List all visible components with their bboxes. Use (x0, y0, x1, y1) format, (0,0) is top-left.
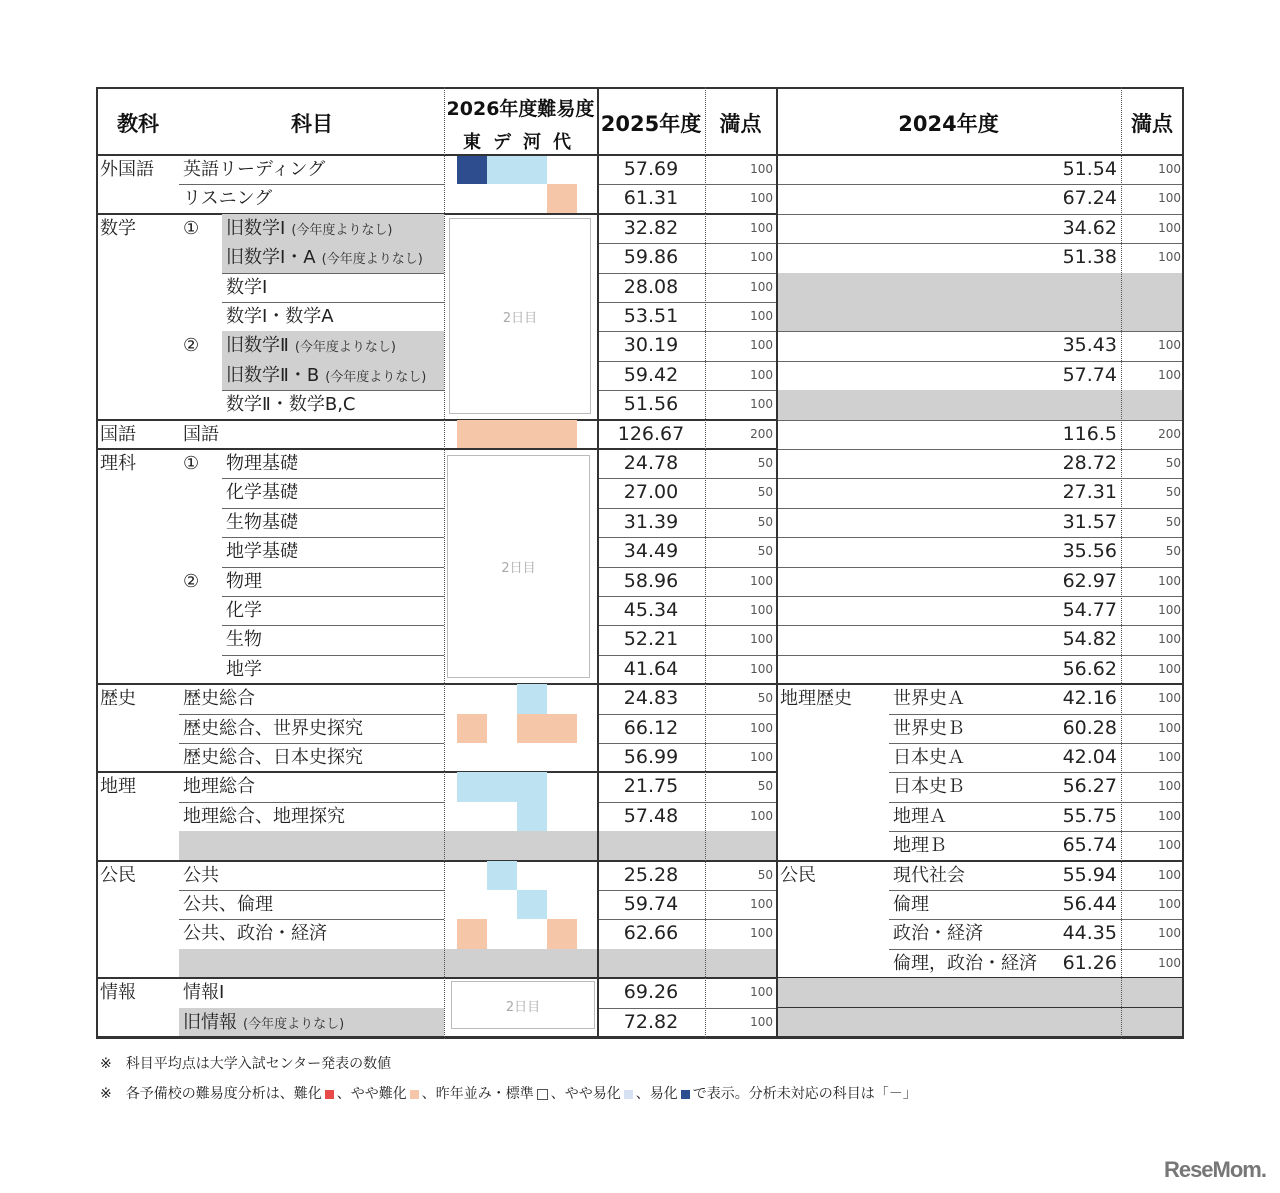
full-score-2025: 100 (750, 162, 773, 176)
score-2025: 30.19 (623, 334, 679, 357)
table-bottom-border (96, 1037, 1183, 1039)
full-score-2024: 100 (1158, 603, 1181, 617)
full-score-2024: 100 (1158, 191, 1181, 206)
score-2024: 35.56 (1062, 540, 1117, 563)
score-2025: 57.69 (623, 158, 679, 180)
subject-name-2024: 世界史Ａ (893, 688, 965, 710)
score-2025: 31.39 (623, 510, 679, 533)
difficulty-cell-デ (487, 772, 517, 801)
full-score-2025: 50 (757, 485, 773, 500)
legend-swatch (325, 1090, 334, 1099)
column-divider (1182, 87, 1184, 1039)
score-2024: 60.28 (1062, 716, 1117, 739)
score-2025: 58.96 (623, 569, 679, 592)
day2-box: 2日目 (449, 218, 591, 414)
subject-name (183, 684, 255, 713)
full-score-2024: 100 (1158, 808, 1181, 823)
header-school-ka: 河 (523, 132, 541, 153)
difficulty-cell-河 (517, 155, 547, 184)
full-score-2025: 100 (750, 1014, 773, 1029)
full-score-2024: 50 (1165, 544, 1181, 559)
full-score-2024: 100 (1158, 897, 1181, 911)
score-2024: 56.44 (1062, 893, 1117, 915)
score-2024: 42.04 (1062, 746, 1117, 768)
subject-name (226, 478, 298, 507)
subject-name-text: 化学基礎 (226, 482, 298, 504)
legend-swatch (410, 1090, 419, 1099)
subject-name-2024: 地理Ｂ (893, 835, 947, 857)
score-2024: 61.26 (1062, 951, 1117, 974)
score-2024: 42.16 (1062, 687, 1117, 710)
score-2025: 59.74 (623, 893, 679, 915)
subject-group: 理科 (100, 453, 136, 474)
difficulty-cell-河 (517, 714, 547, 743)
full-score-2025: 100 (750, 367, 773, 382)
score-2024: 56.62 (1062, 657, 1117, 680)
subject-name (183, 861, 219, 890)
difficulty-cell-河 (517, 802, 547, 831)
full-score-2024: 100 (1158, 955, 1181, 970)
header-kyouka: 教科 (117, 112, 159, 136)
subject-name-2024: 政治・経済 (893, 923, 983, 945)
difficulty-cell-東 (457, 772, 487, 801)
header-kamoku: 科目 (291, 112, 333, 136)
difficulty-cell-デ (487, 155, 517, 184)
subject-name-text: 生物基礎 (226, 511, 298, 533)
subject-name-text: 旧数学Ⅱ (226, 335, 289, 357)
full-score-2024: 100 (1158, 367, 1181, 382)
subject-name-text: 物理基礎 (226, 453, 298, 474)
subject-name-text: 地理総合 (183, 776, 255, 798)
full-score-2025: 100 (750, 309, 773, 323)
header-2025: 2025年度 (600, 112, 702, 136)
score-2025: 51.56 (623, 393, 679, 416)
subject-name-2024: 地理Ａ (893, 805, 947, 827)
legend-swatch (537, 1089, 548, 1100)
subject-name-text: 生物 (226, 629, 262, 651)
score-2025: 52.21 (623, 628, 679, 651)
full-score-2024: 50 (1165, 456, 1181, 470)
legend-text: 、易化 (635, 1086, 678, 1102)
score-2025: 24.83 (623, 687, 679, 710)
option-mark: ① (183, 217, 200, 239)
subject-name-text: 旧数学Ⅰ・A (226, 247, 316, 269)
subject-note: (今年度よりなし) (325, 369, 427, 385)
subject-name (183, 890, 273, 919)
difficulty-cell-東 (457, 420, 487, 449)
subject-name-text: 数学Ⅱ・数学B,C (226, 394, 356, 416)
score-2024: 116.5 (1062, 422, 1117, 445)
subject-name-2024: 世界史Ｂ (893, 717, 965, 739)
subject-name-text: 歴史総合、世界史探究 (183, 717, 363, 739)
full-score-2024: 100 (1158, 779, 1181, 794)
subject-name (183, 772, 255, 801)
column-divider (1121, 87, 1122, 1039)
full-score-2025: 100 (750, 220, 773, 235)
score-2025: 59.42 (623, 363, 679, 386)
difficulty-cell-河 (517, 890, 547, 919)
subject-name (226, 390, 356, 419)
subject-name-text: 国語 (183, 423, 219, 445)
score-2024: 56.27 (1062, 775, 1117, 798)
full-score-2024: 100 (1158, 750, 1181, 764)
score-2025: 69.26 (623, 981, 679, 1004)
table-top-border (96, 87, 1183, 89)
header-school-dai: 代 (553, 132, 571, 153)
subject-note: (今年度よりなし) (291, 222, 393, 238)
subject-name (226, 361, 426, 392)
full-score-2025: 100 (750, 661, 773, 676)
score-2024: 51.54 (1062, 158, 1117, 180)
full-score-2024: 100 (1158, 250, 1181, 265)
subject-name-text: 情報Ⅰ (183, 982, 225, 1004)
subject-group: 国語 (100, 423, 136, 445)
subject-name (226, 331, 396, 362)
full-score-2025: 100 (750, 250, 773, 265)
difficulty-cell-代 (547, 184, 577, 213)
full-score-2025: 100 (750, 603, 773, 617)
empty-row-fill (179, 949, 776, 978)
column-divider (444, 87, 445, 1039)
full-score-2025: 100 (750, 808, 773, 823)
score-2025: 25.28 (623, 863, 679, 886)
resemom-logo: ReseMom. (1163, 1157, 1266, 1182)
subject-name-2024: 倫理 (893, 894, 929, 915)
column-divider (705, 87, 706, 1039)
score-2025: 66.12 (623, 716, 679, 739)
subject-name (183, 155, 325, 184)
score-2024: 65.74 (1062, 834, 1117, 857)
subject-name (183, 1008, 344, 1039)
footnote-source: ※ 科目平均点は大学入試センター発表の数値 (100, 1056, 392, 1072)
full-score-2024: 100 (1158, 661, 1181, 676)
subject-name-text: 旧情報 (183, 1011, 237, 1033)
subject-name-2024: 現代社会 (893, 864, 965, 886)
subject-name-text: 旧数学Ⅱ・B (226, 364, 320, 386)
header-divider (96, 154, 1183, 156)
full-score-2025: 100 (750, 897, 773, 911)
score-2025: 34.49 (623, 540, 679, 563)
score-2024: 54.82 (1062, 628, 1117, 651)
subject-name (183, 743, 363, 772)
score-2024: 54.77 (1062, 599, 1117, 621)
full-score-2025: 100 (750, 338, 773, 353)
full-score-2025: 100 (750, 573, 773, 588)
subject-name-text: 地学 (226, 658, 262, 680)
subject-group: 数学 (100, 217, 136, 239)
subject-name (226, 596, 262, 625)
column-divider (96, 87, 98, 1039)
subject-group: 外国語 (100, 159, 154, 180)
subject-name-text: 英語リーディング (183, 159, 326, 180)
subject-name (226, 449, 298, 478)
subject-name-text: 公共、政治・経済 (183, 923, 327, 945)
score-2024: 62.97 (1062, 569, 1117, 592)
score-2024: 35.43 (1062, 334, 1117, 357)
full-score-2024: 50 (1165, 514, 1181, 529)
legend-text: 、昨年並み・標準 (421, 1086, 534, 1102)
difficulty-cell-東 (457, 919, 487, 948)
score-2024: 51.38 (1062, 246, 1117, 269)
subject-name (183, 978, 224, 1007)
subject-group: 歴史 (100, 688, 136, 710)
score-2024: 55.94 (1062, 863, 1117, 886)
score-2024: 55.75 (1062, 804, 1117, 827)
subject-name-text: 物理 (226, 570, 262, 592)
score-2025: 72.82 (623, 1010, 679, 1033)
subject-note: (今年度よりなし) (321, 252, 423, 268)
full-score-2025: 50 (757, 514, 773, 529)
option-mark: ② (183, 335, 200, 357)
score-2025: 21.75 (623, 775, 679, 798)
score-2025: 56.99 (623, 746, 679, 768)
header-difficulty: 2026年度難易度 (446, 98, 595, 120)
subject-name-text: 地学基礎 (226, 541, 298, 563)
header-school-de: デ (493, 132, 511, 153)
score-2024: 27.31 (1062, 481, 1117, 504)
column-divider (776, 87, 778, 1039)
score-2025: 59.86 (623, 246, 679, 269)
empty-row-fill (179, 831, 776, 860)
subject-name (226, 302, 334, 331)
difficulty-cell-河 (517, 420, 547, 449)
score-2025: 126.67 (617, 422, 685, 445)
subject-group: 公民 (100, 864, 136, 886)
score-2024: 34.62 (1062, 216, 1117, 239)
day2-box: 2日目 (447, 455, 590, 678)
header-2024: 2024年度 (898, 112, 999, 136)
subject-name (226, 625, 262, 654)
difficulty-cell-河 (517, 684, 547, 713)
subject-name-text: リスニング (183, 188, 273, 210)
score-2025: 32.82 (623, 216, 679, 239)
full-score-2024: 100 (1158, 573, 1181, 588)
score-2025: 24.78 (623, 452, 679, 474)
subject-name (183, 420, 219, 449)
difficulty-cell-代 (547, 919, 577, 948)
full-score-2024: 200 (1158, 426, 1181, 441)
option-mark: ② (183, 570, 200, 592)
difficulty-cell-デ (487, 861, 517, 890)
full-score-2025: 100 (750, 750, 773, 764)
subject-group-2024: 地理歴史 (780, 688, 852, 710)
subject-name-text: 数学Ⅰ・数学A (226, 306, 334, 327)
full-score-2025: 100 (750, 191, 773, 206)
subject-name (226, 214, 392, 245)
column-divider (597, 87, 599, 1039)
subject-name-text: 歴史総合 (183, 688, 255, 710)
subject-name-2024: 日本史Ｂ (893, 776, 965, 798)
subject-name (226, 537, 298, 566)
full-score-2024: 100 (1158, 926, 1181, 941)
subject-note: (今年度よりなし) (294, 340, 397, 356)
difficulty-cell-代 (547, 420, 577, 449)
subject-name (183, 184, 272, 213)
subject-name-text: 化学 (226, 600, 262, 621)
subject-name-2024: 倫理，政治・経済 (893, 952, 1037, 974)
legend-text: 、やや難化 (336, 1086, 407, 1102)
legend-swatch (681, 1090, 690, 1099)
full-score-2025: 100 (750, 632, 773, 647)
full-score-2024: 100 (1158, 691, 1181, 706)
difficulty-cell-デ (487, 420, 517, 449)
subject-name-2024: 日本史Ａ (893, 747, 965, 768)
subject-name (226, 273, 267, 302)
subject-group-2024: 公民 (780, 864, 816, 886)
difficulty-cell-河 (517, 772, 547, 801)
full-score-2024: 100 (1158, 338, 1181, 353)
full-score-2024: 100 (1158, 867, 1181, 882)
score-2025: 57.48 (623, 804, 679, 827)
full-score-2025: 200 (750, 426, 773, 441)
full-score-2025: 100 (750, 985, 773, 1000)
legend-text: ※ 各予備校の難易度分析は、難化 (100, 1086, 322, 1102)
subject-name (226, 243, 423, 274)
difficulty-cell-東 (457, 155, 487, 184)
score-2024: 44.35 (1062, 922, 1117, 945)
legend-swatch (624, 1090, 633, 1099)
full-score-2025: 50 (757, 691, 773, 706)
subject-name (183, 919, 327, 948)
full-score-2025: 50 (757, 544, 773, 559)
full-score-2024: 100 (1158, 220, 1181, 235)
score-2025: 61.31 (623, 187, 679, 210)
full-score-2025: 100 (750, 279, 773, 294)
full-score-2024: 100 (1158, 632, 1181, 647)
footnote-legend (100, 1083, 917, 1103)
score-2025: 28.08 (623, 275, 679, 298)
score-2025: 41.64 (623, 657, 679, 680)
subject-name-text: 旧数学Ⅰ (226, 217, 286, 239)
full-score-2024: 100 (1158, 838, 1181, 853)
subject-name (183, 802, 345, 831)
header-full-2025: 満点 (719, 112, 762, 136)
full-score-2025: 50 (757, 456, 773, 470)
score-2024: 28.72 (1062, 452, 1117, 474)
full-score-2025: 100 (750, 720, 773, 735)
subject-group: 情報 (100, 982, 136, 1004)
score-2025: 62.66 (623, 922, 679, 945)
subject-group: 地理 (100, 776, 136, 798)
full-score-2025: 100 (750, 926, 773, 941)
score-2025: 27.00 (623, 481, 679, 504)
full-score-2024: 50 (1165, 485, 1181, 500)
score-2024: 31.57 (1062, 510, 1117, 533)
score-2025: 45.34 (623, 599, 679, 621)
full-score-2024: 100 (1158, 720, 1181, 735)
day2-box: 2日目 (451, 981, 595, 1029)
subject-name-text: 公共、倫理 (183, 894, 273, 915)
subject-name-text: 公共 (183, 864, 219, 886)
option-mark: ① (183, 453, 200, 474)
difficulty-cell-代 (547, 714, 577, 743)
full-score-2025: 100 (750, 397, 773, 412)
full-score-2025: 50 (757, 779, 773, 794)
legend-text: 、やや易化 (550, 1086, 621, 1102)
difficulty-cell-東 (457, 714, 487, 743)
header-full-2024: 満点 (1131, 112, 1173, 136)
full-score-2025: 50 (757, 867, 773, 882)
score-2024: 67.24 (1062, 187, 1117, 210)
score-2025: 53.51 (623, 305, 679, 327)
subject-name (183, 714, 363, 743)
subject-name-text: 歴史総合、日本史探究 (183, 747, 363, 768)
subject-name-text: 地理総合、地理探究 (183, 805, 345, 827)
legend-text: で表示。分析未対応の科目は「－」 (692, 1086, 917, 1102)
subject-name (226, 655, 262, 684)
subject-name-text: 数学Ⅰ (226, 276, 268, 298)
subject-name (226, 567, 262, 596)
score-2024: 57.74 (1062, 363, 1117, 386)
subject-note: (今年度よりなし) (243, 1016, 345, 1032)
header-school-to: 東 (463, 132, 481, 153)
full-score-2024: 100 (1158, 162, 1181, 176)
subject-name (226, 508, 298, 537)
